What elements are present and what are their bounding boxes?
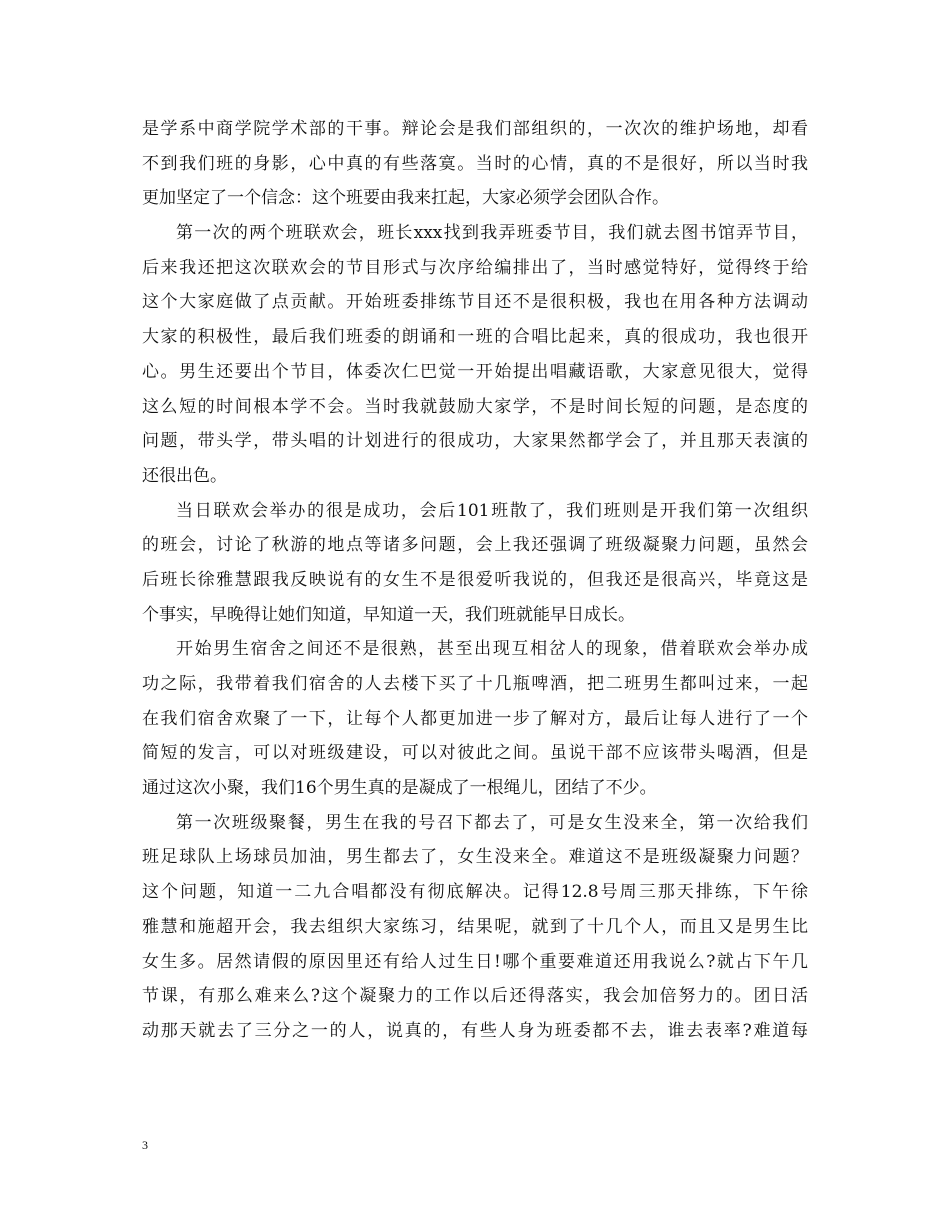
text-line: 开始男生宿舍之间还不是很熟，甚至出现互相岔人的现象，借着联欢会举办成 xyxy=(176,639,808,660)
text-line: 雅慧和施超开会，我去组织大家练习，结果呢，就到了十几个人，而且又是男生比 xyxy=(142,916,808,937)
text-line: 不到我们班的身影，心中真的有些落寞。当时的心情，真的不是很好，所以当时我 xyxy=(142,153,808,174)
text-line: 后班长徐雅慧跟我反映说有的女生不是很爱听我说的，但我还是很高兴，毕竟这是 xyxy=(142,569,808,590)
text-line: 个事实，早晚得让她们知道，早知道一天，我们班就能早日成长。 xyxy=(142,604,635,625)
text-line: 当日联欢会举办的很是成功，会后101班散了，我们班则是开我们第一次组织 xyxy=(176,500,808,521)
text-line: 女生多。居然请假的原因里还有给人过生日!哪个重要难道还用我说么?就占下午几 xyxy=(142,951,808,972)
text-line: 心。男生还要出个节目，体委次仁巴觉一开始提出唱藏语歌，大家意见很大，觉得 xyxy=(142,361,808,382)
text-line: 的班会，讨论了秋游的地点等诸多问题，会上我还强调了班级凝聚力问题，虽然会 xyxy=(142,535,808,556)
text-line: 还很出色。 xyxy=(142,465,227,486)
text-line: 更加坚定了一个信念：这个班要由我来扛起，大家必须学会团队合作。 xyxy=(142,188,669,209)
text-line: 这个问题，知道一二九合唱都没有彻底解决。记得12.8号周三那天排练，下午徐 xyxy=(142,882,808,903)
text-line: 在我们宿舍欢聚了一下，让每个人都更加进一步了解对方，最后让每人进行了一个 xyxy=(142,708,808,729)
text-line: 后来我还把这次联欢会的节目形式与次序给编排出了，当时感觉特好，觉得终于给 xyxy=(142,257,808,278)
text-line: 节课，有那么难来么?这个凝聚力的工作以后还得落实，我会加倍努力的。团日活 xyxy=(142,986,808,1007)
document-body xyxy=(142,112,808,1049)
text-line: 是学系中商学院学术部的干事。辩论会是我们部组织的，一次次的维护场地，却看 xyxy=(142,119,808,139)
text-line: 班足球队上场球员加油，男生都去了，女生没来全。难道这不是班级凝聚力问题？ xyxy=(142,847,808,868)
text-line: 简短的发言，可以对班级建设，可以对彼此之间。虽说干部不应该带头喝酒，但是 xyxy=(142,743,808,764)
text-line: 第一次班级聚餐，男生在我的号召下都去了，可是女生没来全，第一次给我们 xyxy=(176,812,808,833)
text-line: 大家的积极性，最后我们班委的朗诵和一班的合唱比起来，真的很成功，我也很开 xyxy=(142,327,808,348)
text-line: 问题，带头学，带头唱的计划进行的很成功，大家果然都学会了，并且那天表演的 xyxy=(142,431,808,452)
text-line: 第一次的两个班联欢会，班长xxx找到我弄班委节目，我们就去图书馆弄节目， xyxy=(176,223,808,244)
text-line: 功之际，我带着我们宿舍的人去楼下买了十几瓶啤酒，把二班男生都叫过来，一起 xyxy=(142,674,808,694)
text-line: 这个大家庭做了点贡献。开始班委排练节目还不是很积极，我也在用各种方法调动 xyxy=(142,292,808,313)
page-number: 3 xyxy=(142,1138,148,1152)
text-line: 动那天就去了三分之一的人，说真的，有些人身为班委都不去，谁去表率?难道每 xyxy=(142,1020,808,1041)
text-line: 这么短的时间根本学不会。当时我就鼓励大家学，不是时间长短的问题，是态度的 xyxy=(142,396,808,417)
text-line: 通过这次小聚，我们16个男生真的是凝成了一根绳儿，团结了不少。 xyxy=(142,778,657,799)
